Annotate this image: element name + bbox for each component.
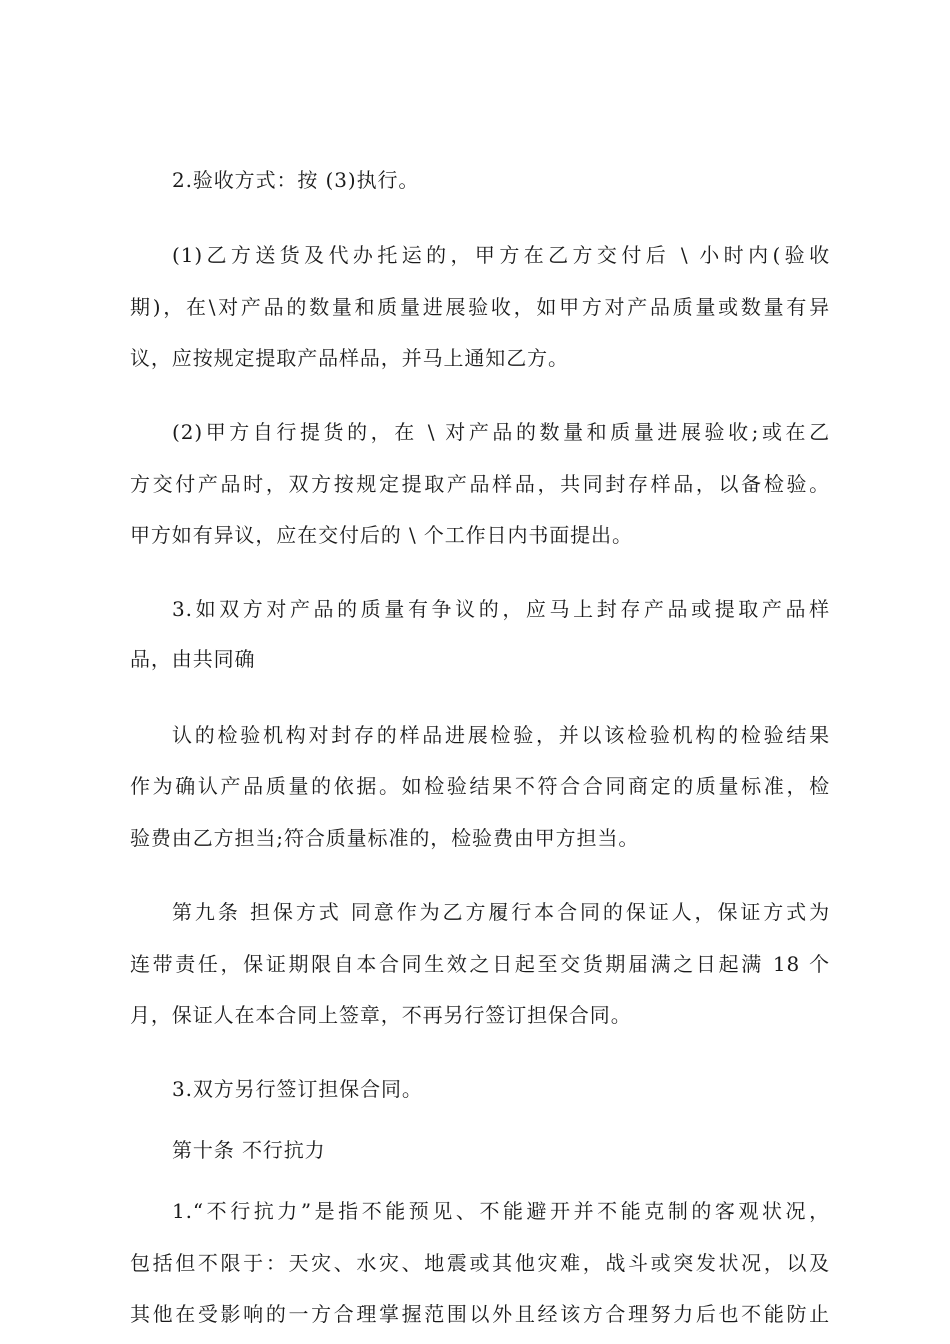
clause-line: 3.如双方对产品的质量有争议的，应马上封存产品或提取产品样 [172, 597, 830, 621]
clause-line: 第九条 担保方式 同意作为乙方履行本合同的保证人，保证方式为 [172, 900, 830, 924]
clause-line: 3.双方另行签订担保合同。 [172, 1077, 423, 1101]
clause-line: 月，保证人在本合同上签章，不再另行签订担保合同。 [130, 1003, 632, 1027]
clause-line: 品，由共同确 [130, 647, 256, 671]
section-heading: 第十条 不行抗力 [172, 1138, 326, 1162]
clause-line: 其他在受影响的一方合理掌握范围以外且经该方合理努力后也不能防止 [130, 1302, 830, 1326]
clause-line: 期)，在\对产品的数量和质量进展验收，如甲方对产品质量或数量有异 [130, 295, 830, 319]
clause-line: 包括但不限于：天灾、水灾、地震或其他灾难，战斗或突发状况，以及 [130, 1251, 830, 1275]
clause-line: 2.验收方式：按 (3)执行。 [172, 168, 420, 192]
clause-line: 验费由乙方担当;符合质量标准的，检验费由甲方担当。 [130, 826, 640, 850]
clause-line: 甲方如有异议，应在交付后的 \ 个工作日内书面提出。 [130, 523, 633, 547]
clause-line: (2)甲方自行提货的，在 \ 对产品的数量和质量进展验收;或在乙 [172, 420, 830, 444]
clause-line: 方交付产品时，双方按规定提取产品样品，共同封存样品，以备检验。 [130, 472, 830, 496]
clause-line: 议，应按规定提取产品样品，并马上通知乙方。 [130, 346, 569, 370]
clause-line: 认的检验机构对封存的样品进展检验，并以该检验机构的检验结果 [172, 723, 830, 747]
clause-line: 连带责任，保证期限自本合同生效之日起至交货期届满之日起满 18 个 [130, 952, 830, 976]
clause-line: 1.“不行抗力”是指不能预见、不能避开并不能克制的客观状况， [172, 1199, 830, 1223]
clause-line: 作为确认产品质量的依据。如检验结果不符合合同商定的质量标准，检 [130, 774, 830, 798]
clause-line: (1)乙方送货及代办托运的，甲方在乙方交付后 \ 小时内(验收 [172, 243, 830, 267]
